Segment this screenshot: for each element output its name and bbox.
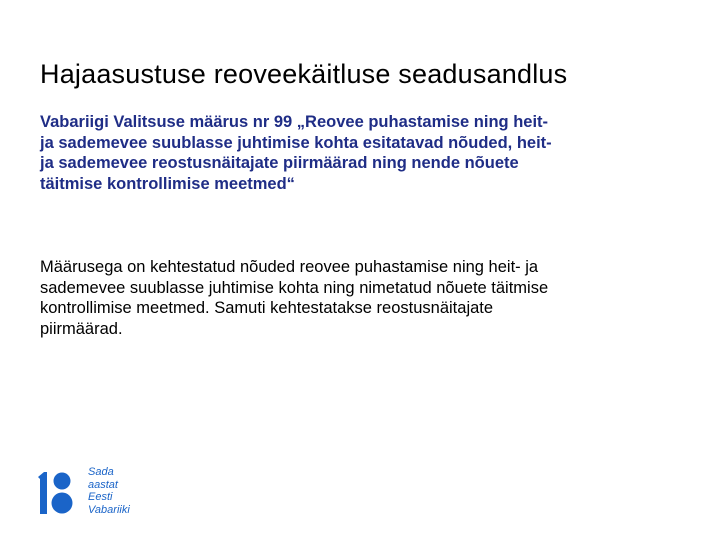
logo-text-line: aastat (88, 478, 118, 491)
body-line: Määrusega on kehtestatud nõuded reovee puhastamise ning heit- ja (40, 258, 539, 276)
body-line: sademevee suublasse juhtimise kohta ning nimetatud nõuete täitmise (40, 278, 549, 297)
subtitle-line: täitmise kontrollimise meetmed“ (40, 174, 295, 193)
body-line: kontrollimise meetmed. Samuti kehtestatakse reostusnäitajate (40, 299, 494, 317)
subtitle-line: Vabariigi Valitsuse määrus nr 99 „Reovee puhastamise ning heit- (40, 113, 549, 131)
logo-text-line: Vabariiki (88, 503, 130, 516)
eesti-100-logo-icon (36, 468, 78, 516)
slide-body-text (40, 257, 700, 339)
subtitle-line: ja sademevee reostusnäitajate piirmäärad ning nende nõuete (40, 154, 519, 172)
slide-subtitle (40, 112, 700, 194)
subtitle-line: ja sademevee suublasse juhtimise kohta esitatavad nõuded, heit- (40, 133, 552, 152)
logo-text (88, 466, 130, 516)
logo-text-line: Eesti (88, 491, 113, 503)
body-line: piirmäärad. (40, 319, 123, 338)
logo-text-line: Sada (88, 466, 114, 478)
eesti-100-logo (36, 466, 146, 522)
slide-title: Hajaasustuse reoveekäitluse seadusandlus (40, 59, 568, 89)
